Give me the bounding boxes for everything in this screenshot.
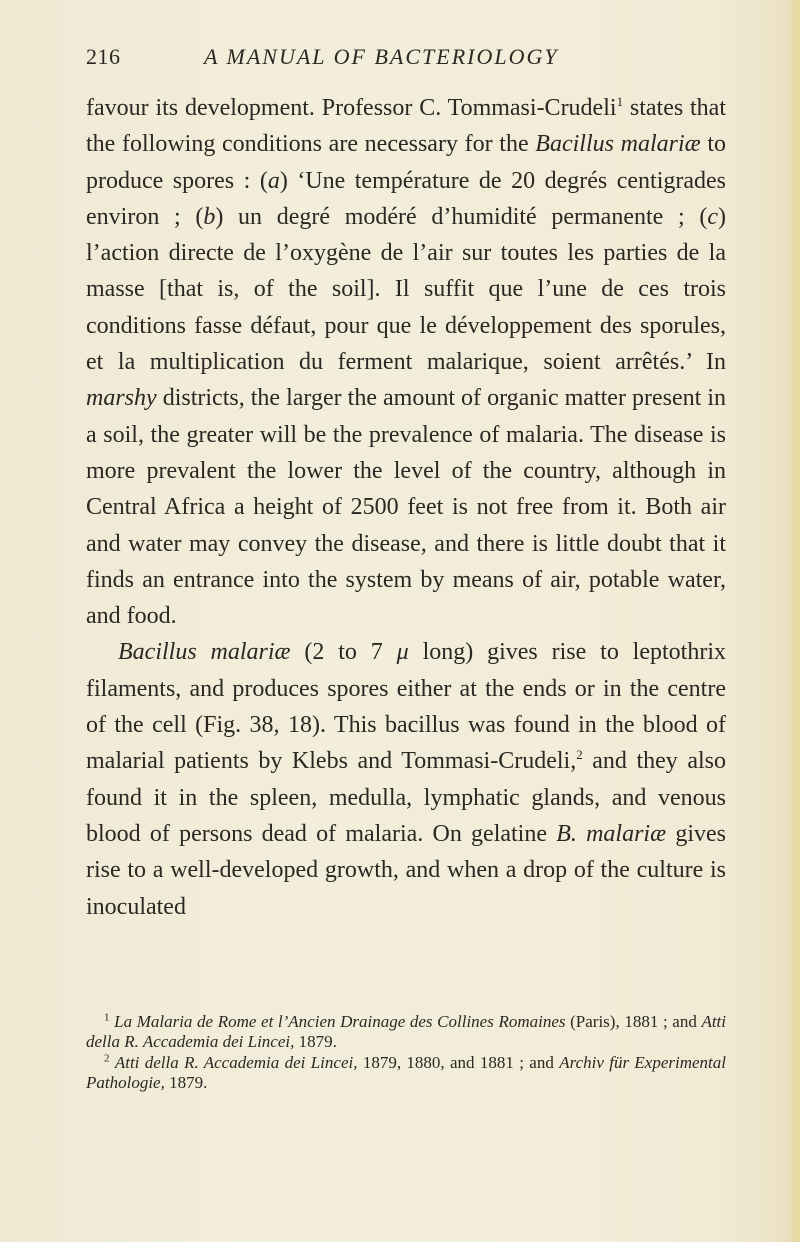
- paragraph-2: [86, 634, 726, 924]
- italic-b-malariae: B. malariæ: [556, 820, 667, 847]
- page-number: 216: [86, 44, 121, 69]
- footnote-text: 1879.: [164, 1073, 208, 1092]
- footnote-1: [86, 1012, 726, 1052]
- footnote-text: 1879, 1880, and 1881 ; and: [357, 1053, 560, 1072]
- body-text: [86, 90, 726, 925]
- text-run: (2 to 7: [290, 639, 397, 666]
- italic-bacillus-malariae: Bacillus malariæ: [118, 639, 291, 666]
- footnote-italic: La Malaria de Rome et l’Ancien Drainage des Collines Romaines: [114, 1012, 566, 1031]
- text-run: long) gives rise to leptothrix filaments, and produces spores either at the ends or in the centre of the cell (Fig. 38, 18). This bacillus was found in the blood of malarial patients by Klebs and Tommasi-Crudeli,: [86, 639, 726, 775]
- italic-letter-c: c: [707, 203, 718, 230]
- footnotes: [86, 1012, 726, 1094]
- footnote-italic: Atti della R. Accademia dei Lincei,: [86, 1012, 727, 1051]
- text-run: favour its development. Professor C. Tommasi-Crudeli: [86, 95, 617, 121]
- page-header: [86, 44, 726, 80]
- footnote-text: (Paris), 1881 ; and: [565, 1012, 702, 1031]
- footnote-marker-1: 1: [616, 94, 624, 109]
- footnote-italic: Atti della R. Accademia dei Lincei,: [114, 1053, 358, 1072]
- italic-mu: μ: [396, 639, 409, 666]
- footnote-marker-2: 2: [576, 747, 583, 763]
- running-title: A MANUAL OF BACTERIOLOGY: [204, 44, 559, 69]
- text-run: ) un degré modéré d’humidité permanente ; (: [215, 203, 708, 230]
- text-run: to produce spores : (: [86, 131, 727, 194]
- italic-marshy: marshy: [86, 385, 157, 412]
- italic-bacillus-malariae: Bacillus malariæ: [535, 131, 701, 158]
- text-run: ) l’action directe de l’oxygène de l’air sur toutes les parties de la masse [that is, of the soil]. Il suffit que l’une de ces trois conditions fasse défaut, pour que le développement des sporules, et la multiplication du ferment malarique, soient arrêtés.’ In: [86, 203, 726, 376]
- italic-letter-a: a: [267, 167, 280, 194]
- footnote-italic: Archiv für Experimental Pathologie,: [86, 1053, 726, 1092]
- footnote-number: 2: [104, 1052, 110, 1065]
- text-run: gives rise to a well-developed growth, and when a drop of the culture is inoculated: [86, 820, 726, 920]
- italic-letter-b: b: [203, 203, 216, 230]
- text-run: districts, the larger the amount of organic matter present in a soil, the greater will be the prevalence of malaria. The disease is more prevalent the lower the level of the country, although in Central Africa a height of 2500 feet is not free from it. Both air and water may convey the disease, and there is little doubt that it finds an entrance into the system by means of air, potable water, and food.: [86, 385, 726, 630]
- text-run: and they also found it in the spleen, medulla, lymphatic glands, and venous blood of persons dead of malaria. On gelatine: [86, 748, 726, 847]
- text-run: states that the following conditions are necessary for the: [86, 95, 727, 158]
- footnote-2: [86, 1053, 726, 1093]
- text-run: ) ‘Une température de 20 degrés centigrades environ ; (: [86, 167, 726, 230]
- paragraph-1: [86, 90, 726, 634]
- footnote-text: 1879.: [294, 1032, 337, 1051]
- footnote-number: 1: [104, 1011, 110, 1024]
- page-edge: [786, 0, 800, 1242]
